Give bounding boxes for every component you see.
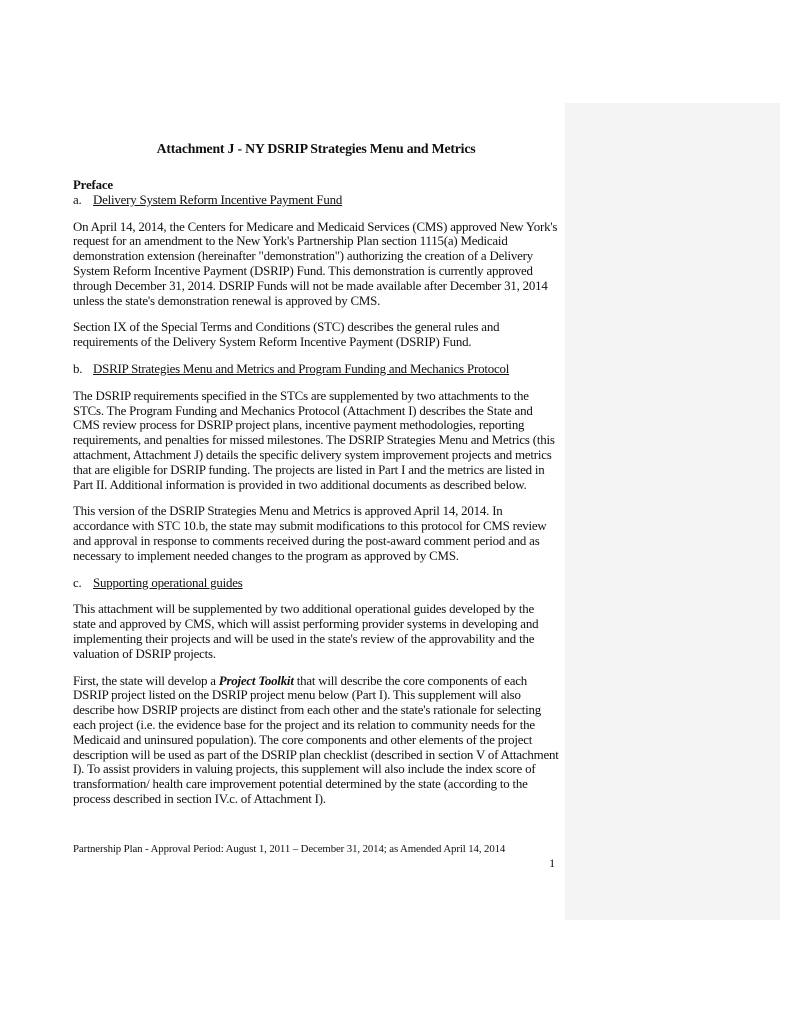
paragraph-attachments-overview: The DSRIP requirements specified in the STCs are supplemented by two attachments to the STCs. The Program Funding and Mechanics Protocol (Attachment I) describes the State and CMS review process for DSRIP project plans, incentive payment methodologies, reporting requirements, and penalties for missed milestones. The DSRIP Strategies Menu and Metrics (this attachment, Attachment J) details the specific delivery system improvement projects and metrics that are eligible for DSRIP funding. The projects are listed in Part I and the metrics are listed in Part II. Additional information is provided in two additional documents as described below. — [73, 388, 555, 492]
scan-artifact-gray-region — [565, 103, 780, 920]
section-heading-c — [73, 576, 559, 591]
section-title-b: DSRIP Strategies Menu and Metrics and Program Funding and Mechanics Protocol — [93, 361, 510, 376]
section-heading-a — [73, 193, 559, 208]
paragraph-project-toolkit-prefix: First, the state will develop a — [73, 673, 219, 688]
preface-heading: Preface — [73, 178, 113, 192]
page-content — [73, 141, 559, 819]
paragraph-operational-guides: This attachment will be supplemented by two additional operational guides developed by the state and approved by CMS, which will assist performing provider systems in developing and implementing their projects and will be used in the state's review of the approvability and the valuation of DSRIP projects. — [73, 602, 539, 661]
section-marker-a: a. — [73, 192, 82, 207]
section-title-a: Delivery System Reform Incentive Payment Fund — [93, 192, 343, 207]
project-toolkit-emphasis: Project Toolkit — [218, 673, 294, 688]
section-marker-b: b. — [73, 361, 83, 376]
paragraph-project-toolkit-suffix: that will describe the core components of each DSRIP project listed on the DSRIP project menu below (Part I). This supplement will also describe how DSRIP projects are distinct from each other and the state's rationale for selecting each project (i.e. the evidence base for the project and its relation to community needs for the Medicaid and uninsured population). The core components and other elements of the project description will be used as part of the DSRIP plan checklist (described in section V of Attachment I). To assist providers in valuing projects, this supplement will also include the index score of transformation/ health care improvement potential determined by the state (according to the process described in section IV.c. of Attachment I). — [73, 673, 559, 806]
page-number: 1 — [549, 856, 555, 870]
page-footer — [73, 843, 555, 870]
paragraph-version-approval: This version of the DSRIP Strategies Menu and Metrics is approved April 14, 2014. In accordance with STC 10.b, the state may submit modifications to this protocol for CMS review and approval in response to comments received during the post-award comment period and as necessary to implement needed changes to the program as approved by CMS. — [73, 504, 547, 563]
section-title-c: Supporting operational guides — [93, 575, 243, 590]
footer-approval-period: Partnership Plan - Approval Period: August 1, 2011 – December 31, 2014; as Amended April 14, 2014 — [73, 843, 506, 855]
section-heading-b — [73, 362, 559, 377]
document-title: Attachment J - NY DSRIP Strategies Menu and Metrics — [156, 141, 476, 156]
paragraph-stc-section-ix: Section IX of the Special Terms and Conditions (STC) describes the general rules and requirements of the Delivery System Reform Incentive Payment (DSRIP) Fund. — [73, 320, 500, 350]
section-marker-c: c. — [73, 575, 82, 590]
paragraph-project-toolkit — [73, 674, 559, 807]
paragraph-dsrip-fund-approval: On April 14, 2014, the Centers for Medicare and Medicaid Services (CMS) approved New York's request for an amendment to the New York's Partnership Plan section 1115(a) Medicaid demonstration extension (hereinafter "demonstration") authorizing the creation of a Delivery System Reform Incentive Payment (DSRIP) Fund. This demonstration is currently approved through December 31, 2014. DSRIP Funds will not be made available after December 31, 2014 unless the state's demonstration renewal is approved by CMS. — [73, 219, 558, 308]
